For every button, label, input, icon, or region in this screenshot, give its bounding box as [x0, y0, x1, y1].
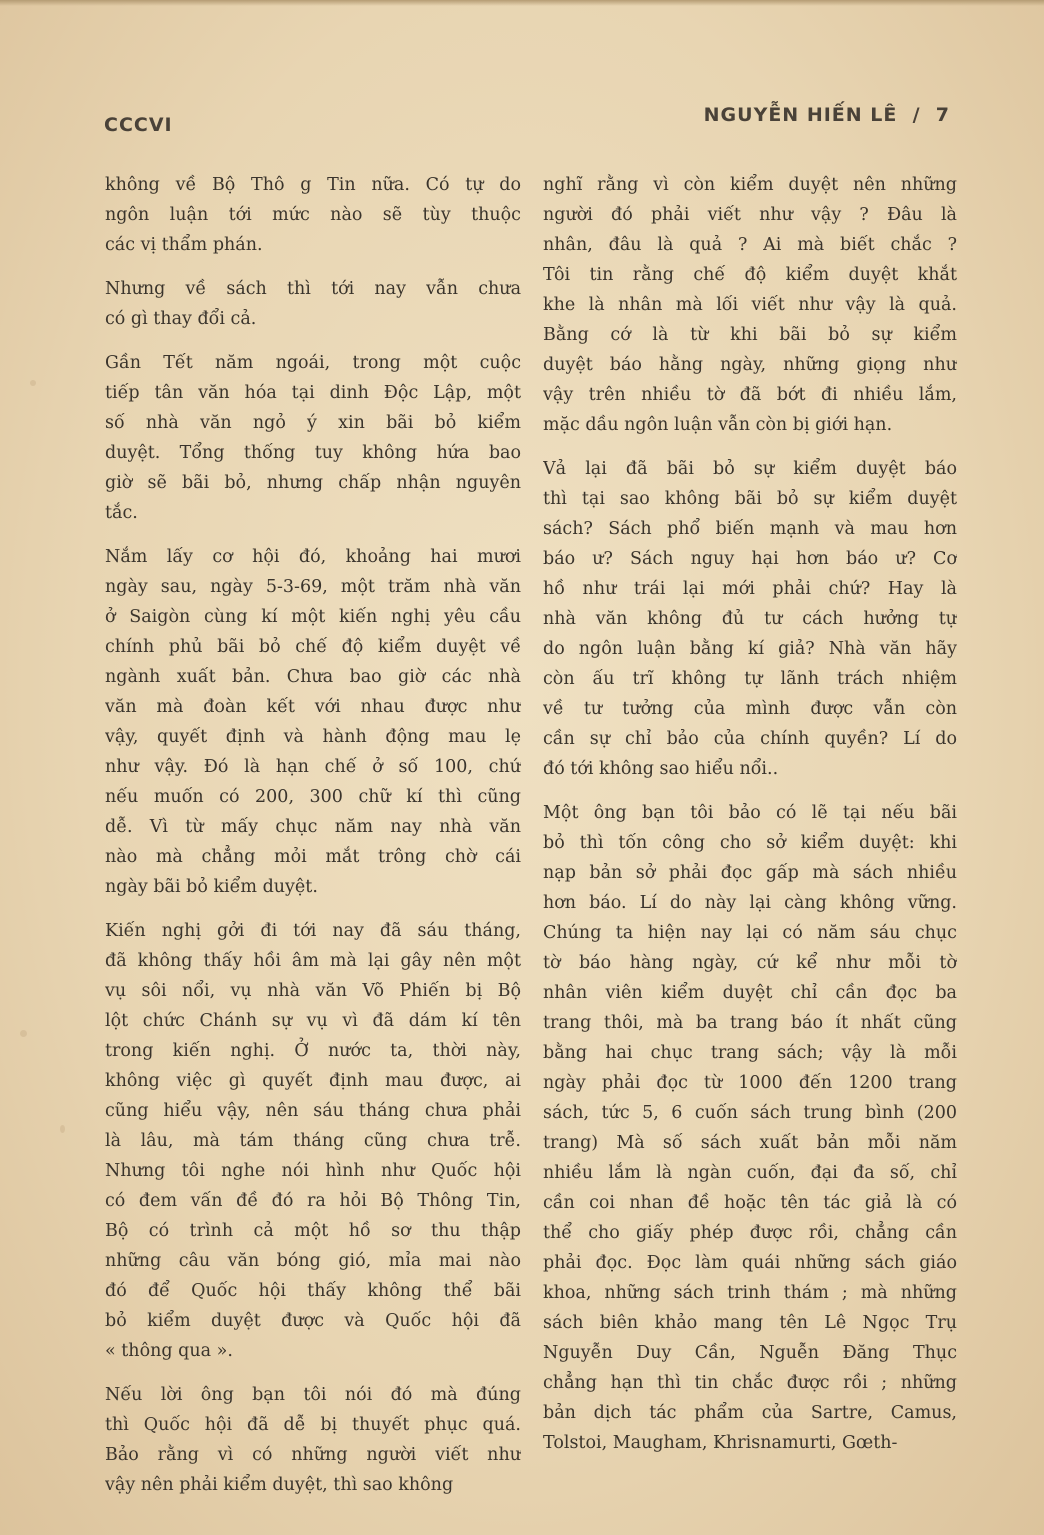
text-line: những câu văn bóng gió, mỉa mai nào — [105, 1251, 521, 1271]
text-line: Nếu lời ông bạn tôi nói đó mà đúng — [105, 1385, 521, 1405]
text-line: lột chức Chánh sự vụ vì đã dám kí tên — [105, 1011, 521, 1031]
text-line: cũng hiểu vậy, nên sáu tháng chưa phải — [105, 1101, 521, 1121]
text-line: Chúng ta hiện nay lại có năm sáu chục — [543, 923, 957, 943]
text-line: phải đọc. Đọc làm quái những sách giáo — [543, 1253, 957, 1273]
text-line: trang) Mà số sách xuất bản mỗi năm — [543, 1133, 957, 1153]
text-line: bản dịch tác phẩm của Sartre, Camus, — [543, 1403, 957, 1423]
text-line: Tôi tin rằng chế độ kiểm duyệt khắt — [543, 265, 957, 285]
text-line: đó để Quốc hội thấy không thể bãi — [105, 1281, 521, 1301]
text-line: hồ như trái lại mới phải chứ? Hay là — [543, 579, 957, 599]
text-line: nghĩ rằng vì còn kiểm duyệt nên những — [543, 175, 957, 195]
text-line: thì tại sao không bãi bỏ sự kiểm duyệt — [543, 489, 957, 509]
text-line: đó tới không sao hiểu nổi.. — [543, 759, 779, 779]
paragraph-gap — [105, 334, 521, 348]
text-line: trang thôi, mà ba trang báo ít nhất cũng — [543, 1013, 957, 1033]
text-line: chính phủ bãi bỏ chế độ kiểm duyệt về — [105, 637, 521, 657]
text-line: ngày sau, ngày 5-3-69, một trăm nhà văn — [105, 577, 521, 597]
text-line: các vị thẩm phán. — [105, 235, 263, 255]
text-line: duyệt. Tổng thống tuy không hứa bao — [105, 443, 521, 463]
text-line: trong kiến nghị. Ở nước ta, thời này, — [105, 1041, 521, 1061]
text-line: Bằng cớ là từ khi bãi bỏ sự kiểm — [543, 325, 957, 345]
text-line: mặc dầu ngôn luận vẫn còn bị giới hạn. — [543, 415, 893, 435]
text-line: ngày phải đọc từ 1000 đến 1200 trang — [543, 1073, 957, 1093]
text-line: Kiến nghị gởi đi tới nay đã sáu tháng, — [105, 921, 521, 941]
text-line: không việc gì quyết định mau được, ai — [105, 1071, 521, 1091]
text-line: đã không thấy hồi âm mà lại gây nên một — [105, 951, 521, 971]
paragraph — [105, 1380, 521, 1500]
text-line: khoa, những sách trinh thám ; mà những — [543, 1283, 957, 1303]
text-line: « thông qua ». — [105, 1341, 233, 1361]
text-line: Một ông bạn tôi bảo có lẽ tại nếu bãi — [543, 803, 957, 823]
text-line: giờ sẽ bãi bỏ, nhưng chấp nhận nguyên — [105, 473, 521, 493]
text-line: sách biên khảo mang tên Lê Ngọc Trụ — [543, 1313, 957, 1333]
text-line: nhà văn không đủ tư cách hưởng tự — [543, 609, 957, 629]
paragraph-gap — [543, 784, 957, 798]
text-line: Bộ có trình cả một hồ sơ thu thập — [105, 1221, 521, 1241]
running-header-author-page: NGUYỄN HIẾN LÊ / 7 — [703, 104, 950, 126]
text-line: vụ sôi nổi, vụ nhà văn Võ Phiến bị Bộ — [105, 981, 521, 1001]
text-line: nếu muốn có 200, 300 chữ kí thì cũng — [105, 787, 521, 807]
paragraph-gap — [105, 902, 521, 916]
text-line: Vả lại đã bãi bỏ sự kiểm duyệt báo — [543, 459, 957, 479]
text-line: không về Bộ Thô g Tin nữa. Có tự do — [105, 175, 521, 195]
paper-stain — [20, 1030, 27, 1037]
text-line: tờ báo hàng ngày, cứ kể như mỗi tờ — [543, 953, 957, 973]
text-line: vậy nên phải kiểm duyệt, thì sao không — [105, 1475, 454, 1495]
paragraph — [105, 916, 521, 1366]
text-line: là lâu, mà tám tháng cũng chưa trễ. — [105, 1131, 521, 1151]
text-line: văn mà đoàn kết với nhau được như — [105, 697, 521, 717]
text-line: dễ. Vì từ mấy chục năm nay nhà văn — [105, 817, 521, 837]
text-line: Nguyễn Duy Cần, Nguễn Đăng Thục — [543, 1343, 957, 1363]
text-line: sách? Sách phổ biến mạnh và mau hơn — [543, 519, 957, 539]
text-line: nhiều lắm là ngàn cuốn, đại đa số, chỉ — [543, 1163, 957, 1183]
paragraph — [543, 798, 957, 1458]
running-header-section: CCCVI — [104, 114, 173, 136]
text-line: người đó phải viết như vậy ? Đâu là — [543, 205, 957, 225]
text-line: thể cho giấy phép được rồi, chẳng cần — [543, 1223, 957, 1243]
text-line: Nhưng tôi nghe nói hình như Quốc hội — [105, 1161, 521, 1181]
text-line: như vậy. Đó là hạn chế ở số 100, chứ — [105, 757, 521, 777]
text-line: bỏ thì tốn công cho sở kiểm duyệt: khi — [543, 833, 957, 853]
text-line: số nhà văn ngỏ ý xin bãi bỏ kiểm — [105, 413, 521, 433]
paragraph — [543, 454, 957, 784]
paragraph — [105, 274, 521, 334]
text-line: ở Saigòn cùng kí một kiến nghị yêu cầu — [105, 607, 521, 627]
text-line: ngôn luận tới mức nào sẽ tùy thuộc — [105, 205, 521, 225]
text-line: còn ấu trĩ không tự lãnh trách nhiệm — [543, 669, 957, 689]
text-line: Gần Tết năm ngoái, trong một cuộc — [105, 353, 521, 373]
text-line: nào mà chẳng mỏi mắt trông chờ cái — [105, 847, 521, 867]
page-top-edge — [0, 0, 1044, 6]
text-line: cần sự chỉ bảo của chính quyền? Lí do — [543, 729, 957, 749]
text-line: vậy trên nhiều tờ đã bớt đi nhiều lắm, — [543, 385, 957, 405]
text-line: ngày bãi bỏ kiểm duyệt. — [105, 877, 318, 897]
text-line: có đem vấn đề đó ra hỏi Bộ Thông Tin, — [105, 1191, 521, 1211]
text-line: do ngôn luận bằng kí giả? Nhà văn hãy — [543, 639, 957, 659]
text-line: Nắm lấy cơ hội đó, khoảng hai mươi — [105, 547, 521, 567]
text-line: có gì thay đổi cả. — [105, 309, 257, 329]
text-line: sách, tức 5, 6 cuốn sách trung bình (200 — [543, 1103, 957, 1123]
text-line: khe là nhân mà lối viết như vậy là quả. — [543, 295, 957, 315]
text-line: ngành xuất bản. Chưa bao giờ các nhà — [105, 667, 521, 687]
text-line: thì Quốc hội đã dễ bị thuyết phục quá. — [105, 1415, 521, 1435]
text-line: nạp bản sở phải đọc gấp mà sách nhiều — [543, 863, 957, 883]
right-text-column — [543, 170, 957, 1458]
text-line: Bảo rằng vì có những người viết như — [105, 1445, 521, 1465]
text-line: báo ư? Sách nguy hại hơn báo ư? Cơ — [543, 549, 957, 569]
paragraph — [105, 348, 521, 528]
text-line: duyệt báo hằng ngày, những giọng như — [543, 355, 957, 375]
paper-stain — [30, 380, 36, 386]
text-line: hơn báo. Lí do này lại càng không vững. — [543, 893, 957, 913]
text-line: về tư tưởng của mình được vẫn còn — [543, 699, 957, 719]
text-line: nhân viên kiểm duyệt chỉ cần đọc ba — [543, 983, 957, 1003]
paragraph — [105, 542, 521, 902]
paragraph — [543, 170, 957, 440]
paragraph-gap — [105, 528, 521, 542]
text-line: tiếp tân văn hóa tại dinh Độc Lập, một — [105, 383, 521, 403]
text-line: Tolstoi, Maugham, Khrisnamurti, Gœth- — [543, 1433, 898, 1453]
text-line: cần coi nhan đề hoặc tên tác giả là có — [543, 1193, 957, 1213]
paragraph-gap — [543, 440, 957, 454]
text-line: chẳng hạn thì tin chắc được rồi ; những — [543, 1373, 957, 1393]
text-line: nhân, đâu là quả ? Ai mà biết chắc ? — [543, 235, 957, 255]
text-line: tắc. — [105, 503, 138, 523]
text-line: bỏ kiểm duyệt được và Quốc hội đã — [105, 1311, 521, 1331]
left-text-column — [105, 170, 521, 1500]
paragraph-gap — [105, 1366, 521, 1380]
text-line: vậy, quyết định và hành động mau lẹ — [105, 727, 521, 747]
text-line: bằng hai chục trang sách; vậy là mỗi — [543, 1043, 957, 1063]
text-line: Nhưng về sách thì tới nay vẫn chưa — [105, 279, 521, 299]
paper-stain — [60, 1125, 65, 1133]
paragraph — [105, 170, 521, 260]
paragraph-gap — [105, 260, 521, 274]
